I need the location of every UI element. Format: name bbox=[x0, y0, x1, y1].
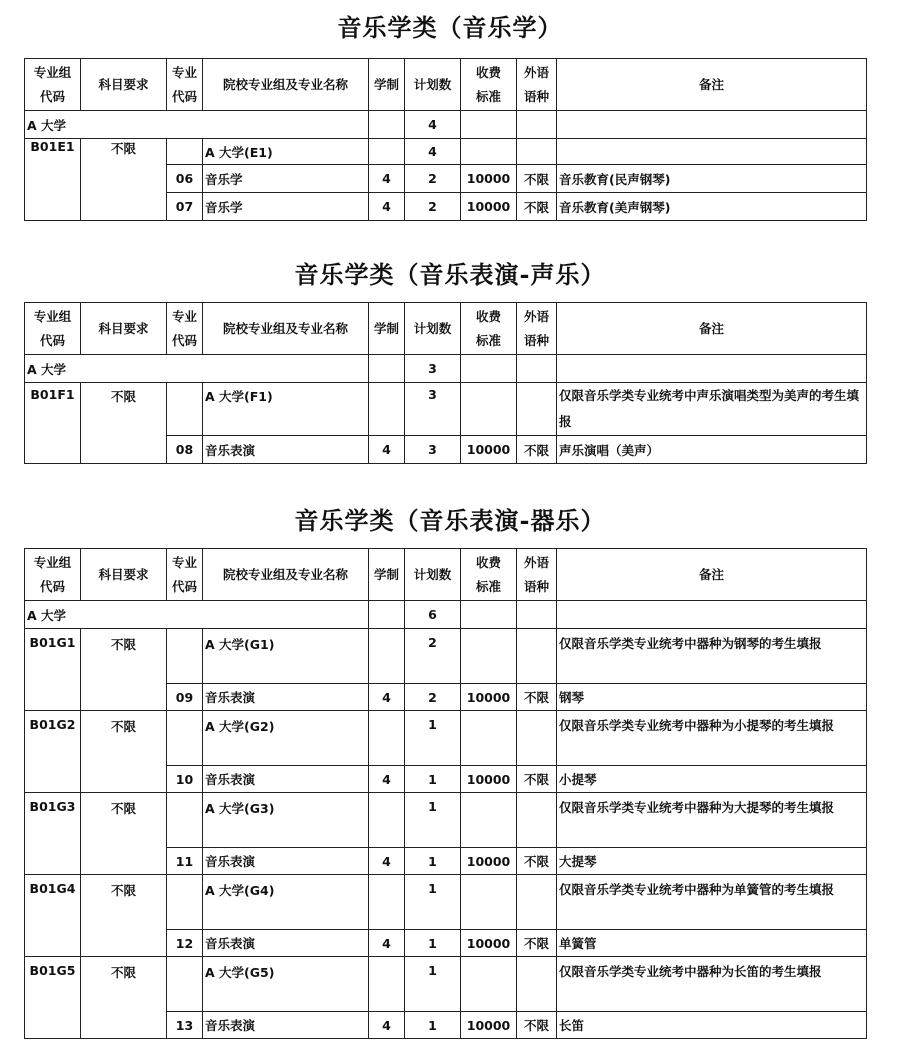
cell bbox=[369, 711, 405, 766]
header-group-code bbox=[25, 303, 81, 355]
school-name: A 大学 bbox=[25, 355, 369, 383]
school-row bbox=[25, 601, 867, 629]
major-code: 07 bbox=[167, 193, 203, 221]
major-fee: 10000 bbox=[461, 684, 517, 711]
major-fee: 10000 bbox=[461, 1012, 517, 1039]
major-fee: 10000 bbox=[461, 848, 517, 875]
group-name: A 大学(G4) bbox=[203, 875, 369, 930]
header-major-code bbox=[167, 59, 203, 111]
group-code: B01G3 bbox=[25, 793, 81, 875]
major-plan: 2 bbox=[405, 193, 461, 221]
major-plan: 2 bbox=[405, 684, 461, 711]
subject-requirement: 不限 bbox=[81, 711, 167, 793]
header-text: 代码 bbox=[171, 332, 197, 348]
cell bbox=[461, 139, 517, 165]
group-plan: 2 bbox=[405, 629, 461, 684]
major-note: 单簧管 bbox=[557, 930, 867, 957]
subject-requirement: 不限 bbox=[81, 793, 167, 875]
section-title: 音乐学类（音乐表演-声乐） bbox=[294, 260, 606, 289]
header-text: 收费 bbox=[475, 308, 501, 324]
major-code: 09 bbox=[167, 684, 203, 711]
header-fee bbox=[461, 59, 517, 111]
cell bbox=[557, 601, 867, 629]
major-note: 声乐演唱（美声） bbox=[557, 436, 867, 464]
cell bbox=[369, 601, 405, 629]
cell bbox=[167, 139, 203, 165]
header-note: 备注 bbox=[557, 549, 867, 601]
group-row bbox=[25, 793, 867, 848]
header-note: 备注 bbox=[557, 303, 867, 355]
school-plan: 3 bbox=[405, 355, 461, 383]
header-text: 代码 bbox=[39, 578, 65, 594]
cell bbox=[167, 957, 203, 1012]
section-title: 音乐学类（音乐学） bbox=[337, 13, 563, 42]
header-years: 学制 bbox=[369, 303, 405, 355]
group-name: A 大学(G2) bbox=[203, 711, 369, 766]
cell bbox=[517, 875, 557, 930]
header-text: 代码 bbox=[171, 578, 197, 594]
admission-plan-table bbox=[24, 302, 867, 464]
header-plan: 计划数 bbox=[405, 303, 461, 355]
cell bbox=[461, 957, 517, 1012]
cell bbox=[369, 111, 405, 139]
major-note: 钢琴 bbox=[557, 684, 867, 711]
major-years: 4 bbox=[369, 436, 405, 464]
header-text: 外语 bbox=[523, 64, 549, 80]
group-code: B01F1 bbox=[25, 383, 81, 464]
header-text: 代码 bbox=[171, 88, 197, 104]
cell bbox=[517, 793, 557, 848]
major-code: 06 bbox=[167, 165, 203, 193]
header-text: 语种 bbox=[523, 88, 549, 104]
header-text: 代码 bbox=[39, 88, 65, 104]
header-text: 收费 bbox=[475, 554, 501, 570]
major-plan: 1 bbox=[405, 930, 461, 957]
header-text: 专业组 bbox=[33, 554, 72, 570]
group-plan: 1 bbox=[405, 711, 461, 766]
header-plan: 计划数 bbox=[405, 59, 461, 111]
major-years: 4 bbox=[369, 165, 405, 193]
cell bbox=[557, 111, 867, 139]
header-text: 标准 bbox=[475, 332, 501, 348]
cell bbox=[517, 629, 557, 684]
header-lang bbox=[517, 549, 557, 601]
major-name: 音乐表演 bbox=[203, 1012, 369, 1039]
school-name: A 大学 bbox=[25, 111, 369, 139]
subject-requirement: 不限 bbox=[81, 875, 167, 957]
header-name: 院校专业组及专业名称 bbox=[203, 303, 369, 355]
major-fee: 10000 bbox=[461, 766, 517, 793]
header-lang bbox=[517, 59, 557, 111]
group-code: B01G4 bbox=[25, 875, 81, 957]
group-note: 仅限音乐学类专业统考中器种为钢琴的考生填报 bbox=[557, 629, 867, 684]
header-row bbox=[25, 303, 867, 355]
major-name: 音乐表演 bbox=[203, 848, 369, 875]
group-row bbox=[25, 383, 867, 436]
major-fee: 10000 bbox=[461, 436, 517, 464]
cell bbox=[167, 875, 203, 930]
major-fee: 10000 bbox=[461, 193, 517, 221]
header-major-code bbox=[167, 549, 203, 601]
header-text: 语种 bbox=[523, 332, 549, 348]
group-note: 仅限音乐学类专业统考中器种为长笛的考生填报 bbox=[557, 957, 867, 1012]
major-note: 长笛 bbox=[557, 1012, 867, 1039]
header-plan: 计划数 bbox=[405, 549, 461, 601]
school-plan: 6 bbox=[405, 601, 461, 629]
major-years: 4 bbox=[369, 684, 405, 711]
group-name: A 大学(F1) bbox=[203, 383, 369, 436]
header-fee bbox=[461, 549, 517, 601]
header-text: 收费 bbox=[475, 64, 501, 80]
cell bbox=[517, 383, 557, 436]
major-fee: 10000 bbox=[461, 930, 517, 957]
header-row bbox=[25, 549, 867, 601]
group-name: A 大学(G3) bbox=[203, 793, 369, 848]
cell bbox=[461, 355, 517, 383]
subject-requirement: 不限 bbox=[81, 139, 167, 221]
cell bbox=[167, 383, 203, 436]
major-name: 音乐表演 bbox=[203, 930, 369, 957]
major-plan: 1 bbox=[405, 848, 461, 875]
group-code: B01G2 bbox=[25, 711, 81, 793]
major-lang: 不限 bbox=[517, 766, 557, 793]
group-row bbox=[25, 711, 867, 766]
header-text: 专业组 bbox=[33, 64, 72, 80]
group-name: A 大学(E1) bbox=[203, 139, 369, 165]
cell bbox=[557, 355, 867, 383]
school-row bbox=[25, 111, 867, 139]
group-note: 仅限音乐学类专业统考中声乐演唱类型为美声的考生填报 bbox=[557, 383, 867, 436]
major-lang: 不限 bbox=[517, 1012, 557, 1039]
group-note: 仅限音乐学类专业统考中器种为大提琴的考生填报 bbox=[557, 793, 867, 848]
subject-requirement: 不限 bbox=[81, 383, 167, 464]
group-plan: 1 bbox=[405, 957, 461, 1012]
major-lang: 不限 bbox=[517, 684, 557, 711]
group-row bbox=[25, 629, 867, 684]
admission-plan-table bbox=[24, 58, 867, 221]
header-text: 标准 bbox=[475, 88, 501, 104]
major-years: 4 bbox=[369, 766, 405, 793]
section-title: 音乐学类（音乐表演-器乐） bbox=[294, 506, 606, 535]
admission-plan-table bbox=[24, 548, 867, 1039]
major-plan: 2 bbox=[405, 165, 461, 193]
major-lang: 不限 bbox=[517, 848, 557, 875]
major-fee: 10000 bbox=[461, 165, 517, 193]
cell bbox=[461, 629, 517, 684]
cell bbox=[517, 139, 557, 165]
group-plan: 4 bbox=[405, 139, 461, 165]
cell bbox=[167, 793, 203, 848]
major-years: 4 bbox=[369, 193, 405, 221]
group-code: B01E1 bbox=[25, 139, 81, 221]
cell bbox=[557, 139, 867, 165]
header-text: 代码 bbox=[39, 332, 65, 348]
cell bbox=[461, 383, 517, 436]
header-note: 备注 bbox=[557, 59, 867, 111]
header-fee bbox=[461, 303, 517, 355]
major-name: 音乐表演 bbox=[203, 684, 369, 711]
cell bbox=[461, 875, 517, 930]
header-years: 学制 bbox=[369, 59, 405, 111]
major-name: 音乐学 bbox=[203, 165, 369, 193]
cell bbox=[167, 629, 203, 684]
cell bbox=[369, 383, 405, 436]
cell bbox=[461, 793, 517, 848]
cell bbox=[517, 111, 557, 139]
header-subject: 科目要求 bbox=[81, 549, 167, 601]
school-plan: 4 bbox=[405, 111, 461, 139]
cell bbox=[369, 139, 405, 165]
major-code: 10 bbox=[167, 766, 203, 793]
major-plan: 1 bbox=[405, 766, 461, 793]
header-name: 院校专业组及专业名称 bbox=[203, 549, 369, 601]
major-name: 音乐表演 bbox=[203, 766, 369, 793]
header-lang bbox=[517, 303, 557, 355]
header-text: 外语 bbox=[523, 308, 549, 324]
major-plan: 3 bbox=[405, 436, 461, 464]
header-text: 专业 bbox=[171, 308, 197, 324]
header-name: 院校专业组及专业名称 bbox=[203, 59, 369, 111]
cell bbox=[369, 875, 405, 930]
header-group-code bbox=[25, 549, 81, 601]
cell bbox=[517, 711, 557, 766]
major-code: 11 bbox=[167, 848, 203, 875]
major-name: 音乐表演 bbox=[203, 436, 369, 464]
major-years: 4 bbox=[369, 930, 405, 957]
cell bbox=[369, 793, 405, 848]
cell bbox=[369, 629, 405, 684]
cell bbox=[517, 957, 557, 1012]
major-note: 小提琴 bbox=[557, 766, 867, 793]
header-text: 语种 bbox=[523, 578, 549, 594]
major-lang: 不限 bbox=[517, 165, 557, 193]
major-note: 音乐教育(民声钢琴) bbox=[557, 165, 867, 193]
cell bbox=[461, 111, 517, 139]
major-lang: 不限 bbox=[517, 930, 557, 957]
major-code: 08 bbox=[167, 436, 203, 464]
group-code: B01G5 bbox=[25, 957, 81, 1039]
group-note: 仅限音乐学类专业统考中器种为单簧管的考生填报 bbox=[557, 875, 867, 930]
major-plan: 1 bbox=[405, 1012, 461, 1039]
group-row bbox=[25, 875, 867, 930]
major-note: 大提琴 bbox=[557, 848, 867, 875]
cell bbox=[369, 355, 405, 383]
major-code: 13 bbox=[167, 1012, 203, 1039]
group-plan: 1 bbox=[405, 793, 461, 848]
major-years: 4 bbox=[369, 1012, 405, 1039]
major-name: 音乐学 bbox=[203, 193, 369, 221]
major-code: 12 bbox=[167, 930, 203, 957]
group-plan: 1 bbox=[405, 875, 461, 930]
subject-requirement: 不限 bbox=[81, 957, 167, 1039]
group-name: A 大学(G5) bbox=[203, 957, 369, 1012]
header-text: 外语 bbox=[523, 554, 549, 570]
cell bbox=[369, 957, 405, 1012]
cell bbox=[461, 601, 517, 629]
school-name: A 大学 bbox=[25, 601, 369, 629]
header-text: 标准 bbox=[475, 578, 501, 594]
group-row bbox=[25, 139, 867, 165]
group-note: 仅限音乐学类专业统考中器种为小提琴的考生填报 bbox=[557, 711, 867, 766]
header-group-code bbox=[25, 59, 81, 111]
cell bbox=[517, 601, 557, 629]
header-years: 学制 bbox=[369, 549, 405, 601]
cell bbox=[167, 711, 203, 766]
group-plan: 3 bbox=[405, 383, 461, 436]
major-lang: 不限 bbox=[517, 436, 557, 464]
header-text: 专业组 bbox=[33, 308, 72, 324]
cell bbox=[461, 711, 517, 766]
header-text: 专业 bbox=[171, 64, 197, 80]
header-major-code bbox=[167, 303, 203, 355]
school-row bbox=[25, 355, 867, 383]
header-subject: 科目要求 bbox=[81, 303, 167, 355]
major-note: 音乐教育(美声钢琴) bbox=[557, 193, 867, 221]
header-row bbox=[25, 59, 867, 111]
header-text: 专业 bbox=[171, 554, 197, 570]
group-name: A 大学(G1) bbox=[203, 629, 369, 684]
major-lang: 不限 bbox=[517, 193, 557, 221]
header-subject: 科目要求 bbox=[81, 59, 167, 111]
group-row bbox=[25, 957, 867, 1012]
cell bbox=[517, 355, 557, 383]
major-years: 4 bbox=[369, 848, 405, 875]
subject-requirement: 不限 bbox=[81, 629, 167, 711]
group-code: B01G1 bbox=[25, 629, 81, 711]
